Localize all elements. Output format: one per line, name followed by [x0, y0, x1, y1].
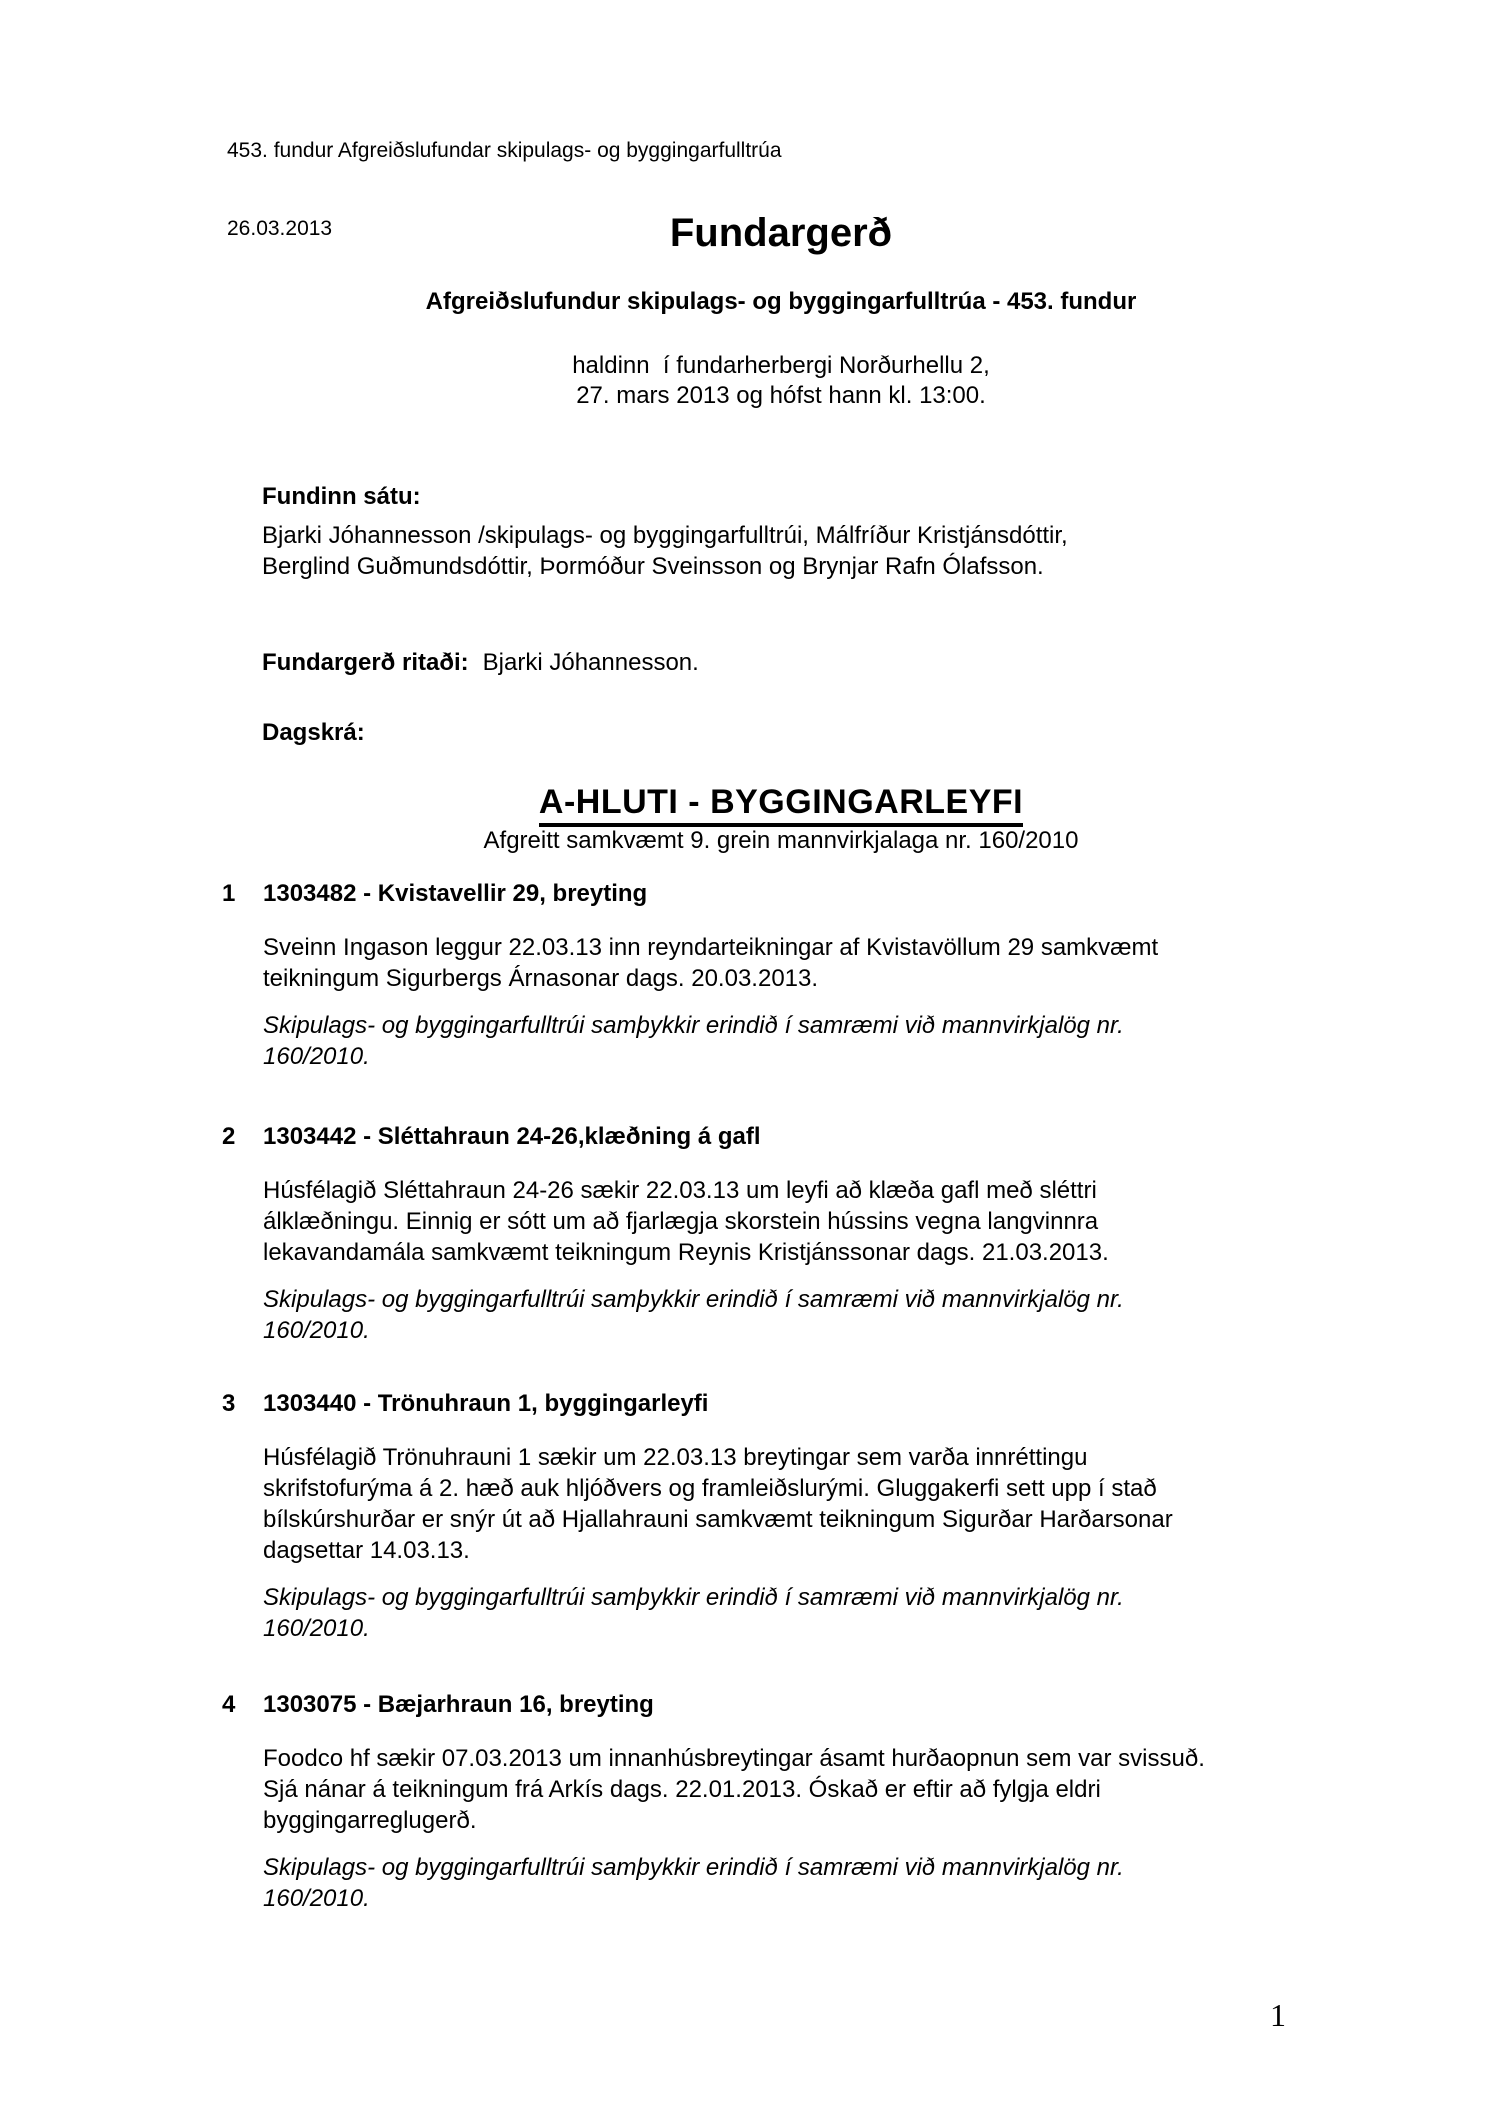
item-body: Foodco hf sækir 07.03.2013 um innanhúsbreytingar ásamt hurðaopnun sem var svissuð. Sjá nánar á teikningum frá Arkís dags. 22.01.2013. Óskað er eftir að fylgja eldri byggingarreglugerð. [263, 1745, 1205, 1834]
item-content [263, 1391, 1352, 1644]
agenda-item-2 [222, 1124, 1352, 1346]
header-meeting-line: 453. fundur Afgreiðslufundar skipulags- og byggingarfulltrúa [227, 139, 782, 162]
secretary-line [262, 647, 699, 678]
attendees-names: Bjarki Jóhannesson /skipulags- og byggingarfulltrúi, Málfríður Kristjánsdóttir, Berglind Guðmundsdóttir, Þormóður Sveinsson og Brynjar Rafn Ólafsson. [262, 522, 1068, 580]
section-heading: A-HLUTI - BYGGINGARLEYFI [539, 782, 1023, 827]
secretary-name: Bjarki Jóhannesson. [482, 649, 699, 676]
document-header [227, 86, 782, 294]
item-body: Húsfélagið Trönuhrauni 1 sækir um 22.03.13 breytingar sem varða innréttingu skrifstofurýma á 2. hæð auk hljóðvers og framleiðslurými. Gluggakerfi sett upp í stað bílskúrshurðar er snýr út að Hjallahrauni samkvæmt teikningum Sigurðar Harðarsonar dagsettar 14.03.13. [263, 1444, 1173, 1564]
item-content [263, 881, 1352, 1072]
item-body: Húsfélagið Sléttahraun 24-26 sækir 22.03.13 um leyfi að klæða gafl með sléttri álklæðningu. Einnig er sótt um að fjarlægja skorstein hússins vegna langvinnra lekavandamála samkvæmt teikningum Reynis Kristjánssonar dags. 21.03.2013. [263, 1177, 1109, 1266]
item-number: 3 [222, 1390, 236, 1417]
attendees-section [262, 481, 1332, 582]
item-title: 1303440 - Trönuhraun 1, byggingarleyfi [263, 1390, 709, 1417]
agenda-item-4 [222, 1692, 1352, 1914]
item-title: 1303442 - Sléttahraun 24-26,klæðning á gafl [263, 1123, 761, 1150]
item-resolution: Skipulags- og byggingarfulltrúi samþykkir erindið í samræmi við mannvirkjalög nr. 160/2010. [263, 1286, 1124, 1344]
item-title: 1303075 - Bæjarhraun 16, breyting [263, 1691, 654, 1718]
meeting-subtitle: Afgreiðslufundur skipulags- og byggingarfulltrúa - 453. fundur [425, 288, 1137, 315]
page-number: 1 [1270, 1997, 1286, 2033]
item-number: 4 [222, 1691, 236, 1718]
section-subheading: Afgreitt samkvæmt 9. grein mannvirkjalaga nr. 160/2010 [483, 827, 1079, 854]
page-title: Fundargerð [669, 211, 893, 255]
item-title: 1303482 - Kvistavellir 29, breyting [263, 880, 648, 907]
item-resolution: Skipulags- og byggingarfulltrúi samþykkir erindið í samræmi við mannvirkjalög nr. 160/2010. [263, 1854, 1124, 1912]
secretary-label: Fundargerð ritaði: [262, 649, 469, 676]
header-date-line: 26.03.2013 [227, 217, 333, 240]
item-content [263, 1692, 1352, 1914]
item-body: Sveinn Ingason leggur 22.03.13 inn reyndarteikningar af Kvistavöllum 29 samkvæmt teikningum Sigurbergs Árnasonar dags. 20.03.2013. [263, 934, 1159, 992]
item-number: 2 [222, 1123, 236, 1150]
agenda-item-3 [222, 1391, 1352, 1644]
agenda-item-1 [222, 881, 1352, 1072]
agenda-label: Dagskrá: [262, 719, 365, 746]
section-heading-row [262, 782, 1300, 829]
attendees-label: Fundinn sátu: [262, 483, 421, 510]
item-number: 1 [222, 880, 236, 907]
venue-and-time-text: haldinn í fundarherbergi Norðurhellu 2, 27. mars 2013 og hófst hann kl. 13:00. [572, 352, 990, 409]
item-content [263, 1124, 1352, 1346]
item-resolution: Skipulags- og byggingarfulltrúi samþykkir erindið í samræmi við mannvirkjalög nr. 160/2010. [263, 1012, 1124, 1070]
item-resolution: Skipulags- og byggingarfulltrúi samþykkir erindið í samræmi við mannvirkjalög nr. 160/2010. [263, 1584, 1124, 1642]
